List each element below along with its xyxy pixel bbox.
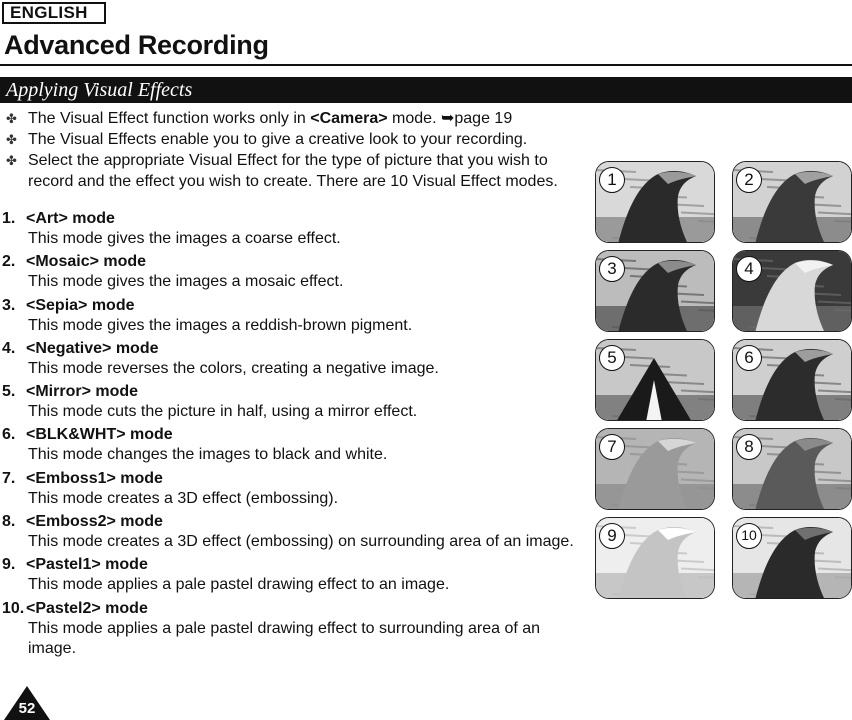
- mode-number: 10.: [2, 599, 25, 617]
- thumbnail-number-badge: 3: [599, 256, 625, 282]
- mode-item: [2, 599, 592, 657]
- mode-number: 7.: [2, 469, 16, 487]
- thumbnail-number-badge: 7: [599, 434, 625, 460]
- mode-item: [2, 339, 592, 382]
- thumbnail-number-badge: 10: [736, 523, 762, 549]
- bullet-icon: ✤: [6, 132, 17, 147]
- effect-thumbnail: [595, 161, 715, 243]
- page-number: 52: [18, 700, 36, 717]
- page-number-badge: [4, 686, 50, 720]
- mode-item: [2, 209, 592, 252]
- effect-thumbnail: [595, 339, 715, 421]
- effect-thumbnail: [732, 250, 852, 332]
- mode-number: 1.: [2, 210, 16, 227]
- mode-description: This mode reverses the colors, creating a negative image.: [28, 359, 439, 377]
- bullet-icon: ✤: [6, 111, 17, 126]
- bullet-text: The Visual Effects enable you to give a creative look to your recording.: [28, 131, 528, 148]
- section-title: Applying Visual Effects: [6, 79, 193, 101]
- mode-name: <Mirror> mode: [26, 383, 139, 401]
- mode-name: <Negative> mode: [26, 339, 159, 357]
- mode-name: <Art> mode: [26, 210, 115, 227]
- mode-name: <BLK&WHT> mode: [26, 426, 173, 444]
- thumbnail-number-badge: 4: [736, 256, 762, 282]
- mode-description: This mode applies a pale pastel drawing effect to an image.: [28, 576, 450, 594]
- bullet-text-bold: <Camera>: [310, 110, 388, 127]
- thumbnail-number-badge: 6: [736, 345, 762, 371]
- mode-name: <Emboss2> mode: [26, 513, 163, 531]
- mode-description: This mode creates a 3D effect (embossing) on surrounding area of an image.: [28, 533, 574, 551]
- mode-item: [2, 252, 592, 295]
- section-header: [0, 77, 852, 103]
- mode-description: This mode creates a 3D effect (embossing).: [28, 489, 339, 507]
- language-tag: ENGLISH: [2, 2, 106, 24]
- mode-name: <Emboss1> mode: [26, 469, 163, 487]
- mode-number: 4.: [2, 339, 16, 357]
- thumbnail-number-badge: 9: [599, 523, 625, 549]
- mode-number: 9.: [2, 556, 16, 574]
- page-title: Advanced Recording: [4, 30, 269, 60]
- bullet-text: mode. ➥page 19: [387, 110, 513, 127]
- effect-thumbnail: [595, 428, 715, 510]
- thumbnail-number-badge: 8: [736, 434, 762, 460]
- mode-description: This mode gives the images a coarse effect.: [28, 230, 341, 247]
- mode-number: 2.: [2, 253, 16, 271]
- mode-item: [2, 555, 592, 598]
- mode-number: 5.: [2, 383, 16, 401]
- mode-description: This mode gives the images a reddish-brown pigment.: [28, 316, 413, 334]
- title-rule: [0, 64, 852, 66]
- mode-number: 8.: [2, 513, 16, 531]
- effect-thumbnail: [732, 161, 852, 243]
- mode-name: <Pastel2> mode: [26, 599, 148, 617]
- thumbnail-number-badge: 1: [599, 167, 625, 193]
- mode-description: This mode changes the images to black and white.: [28, 446, 388, 464]
- mode-name: <Sepia> mode: [26, 296, 135, 314]
- bullet-icon: ✤: [6, 153, 17, 168]
- mode-number: 3.: [2, 296, 16, 314]
- effect-thumbnail: [732, 428, 852, 510]
- bullet-item: [6, 108, 586, 129]
- bullet-text: The Visual Effect function works only in: [28, 110, 311, 127]
- effect-thumbnail: [732, 339, 852, 421]
- effect-thumbnail: [595, 250, 715, 332]
- mode-number: 6.: [2, 426, 16, 444]
- mode-description: This mode gives the images a mosaic effect.: [28, 273, 344, 291]
- thumbnail-number-badge: 5: [599, 345, 625, 371]
- mode-item: [2, 382, 592, 425]
- bullet-item: [6, 150, 586, 192]
- mode-name: <Mosaic> mode: [26, 253, 147, 271]
- bullet-text: Select the appropriate Visual Effect for the type of picture that you wish to record and the effect you wish to create. There are 10 Visual Effect modes.: [28, 152, 558, 190]
- mode-description: This mode cuts the picture in half, using a mirror effect.: [28, 403, 418, 421]
- mode-item: [2, 469, 592, 512]
- thumbnail-number-badge: 2: [736, 167, 762, 193]
- effect-thumbnail: [732, 517, 852, 599]
- intro-bullets: [6, 108, 586, 192]
- mode-list: [2, 209, 592, 657]
- bullet-item: [6, 129, 586, 150]
- mode-item: [2, 512, 592, 555]
- mode-description: This mode applies a pale pastel drawing effect to surrounding area of an image.: [28, 619, 541, 657]
- effect-thumbnail: [595, 517, 715, 599]
- mode-name: <Pastel1> mode: [26, 556, 148, 574]
- mode-item: [2, 296, 592, 339]
- mode-item: [2, 425, 592, 468]
